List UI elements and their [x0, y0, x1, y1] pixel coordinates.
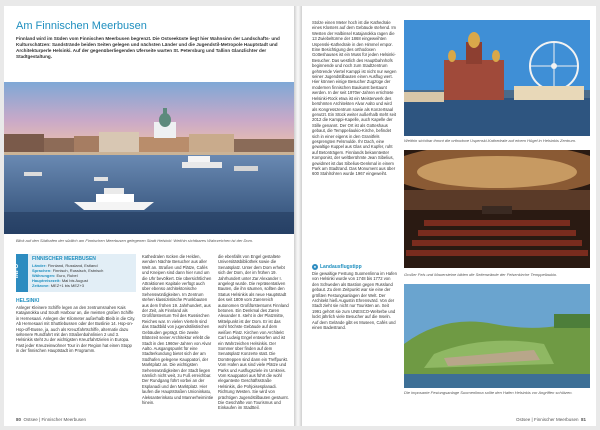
- factbox-row: [32, 283, 134, 288]
- intro-paragraph: Finnland wird im Süden vom Finnischen Meerbusen begrenzt. Die Ostseeküste liegt hier Wahnsinn der Landschafts- und Kulturschätzen: Sandstrände beiden Seiten gelegen und nächsten Länder und die Jugendstil-Metropole Hauptstadt und Architekturperle Helsinki. Auf der gegenüberliegenden Uferseite warten St. Petersburg und Tallinn Glanzlichter der Stadtgestaltung.: [16, 36, 280, 59]
- temppeliaukio-church-photo: [404, 150, 590, 268]
- section-heading-helsinki: HELSINKI: [16, 298, 40, 304]
- factbox-body: [32, 256, 134, 288]
- factbox-value: Finnland, Russland, Estland: [47, 263, 98, 268]
- uspenski-cathedral-photo: [404, 20, 590, 136]
- left-column-1: [16, 296, 136, 354]
- excursion-text: Die gewaltige Festung Suomenlinna im Hafen von Helsinki wurde von 1748 bis 1772 von den Schweden als Bastion gegen Russland gebaut. Zu dem Zeitpunkt war sie eine der größten Festungsanlagen der Welt. Der Architekt hieß Augustin Ehrensvärd. Von der Stadt zieht sie nicht nur Touristen an. Seit 1991 gehört sie zum UNESCO-Welterbe und lockt jährlich viele Besucher auf die Inseln. Auf dem Gelände gibt es Museen, Cafés und einen Badestrand.: [312, 271, 397, 331]
- location-pin-icon: ●: [313, 264, 317, 269]
- right-column-1: Stolze einen Meter hoch ist die Kathedrale eines Klosters auf dem Gebäude stehend. Im Westen der Halbinsel Katajanokka ragen die 13 Zwiebeltürme der 1868 eingeweihten Uspenski-Kathedrale in den Himmel empor. Eine Besichtigung des orthodoxen Gotteshauses ist ein Muss für jeden Helsinki-Besucher. Das westlich des Hauptbahnhofs beginnende und noch zum Stadtzentrum gehörende Viertel Kamppi ist nicht nur wegen seiner Jugendstilbauten einen Ausflug wert. Hier können einige Besucher Zugzüge der modernen finnischen Baukunst bestaunt werden. In der seit 1970er-Jahren errichtete Helsinki-Rock etwa ist ein Meisterwerk des berühmten Architekten Alvar Aalto und wird als Kongresszentrum sowie als Konzertsaal genutzt. Ein Stück weiter außerhalb steht seit 2012 die Kamppi-Kapelle, auch Kapelle der Stille genannt. Der Ort ist als Gotteshaus gebaut, die Temppeliaukio-Kirche, befindet sich in einer eigens in den Granitfels gesprengten Felsmulde. Ihr Dach, eine gewaltige Kuppel aus Glas und Kupfer, ruht auf Betonträgern. Finnlands bekanntester Komponist, der weltberühmte Jean Sibelius, gewidmet ist das Sibelius-Denkmal in einem Park am Stadtrand. Das Monument aus über 600 Stahlrohren wurde 1967 eingeweiht.: [312, 20, 397, 177]
- factbox-value: MEZ+1 bis MEZ+3: [50, 283, 85, 288]
- book-gutter: [294, 6, 302, 426]
- left-column-3: die ebenfalls von Engel gestaltete Universitätsbibliothek sowie die Senatsplatz. Unter dem Dom erhebt sich der Dom, der im frühen 19. Jahrhundert unter Zar Alexander I. angelegt wurde. Die repräsentativen Bauten, die ihn säumen, sollten den Status Helsinkis als neue Hauptstadt des seit 1809 vom Zarenreich autonomen Großfürstentums Finnland betonen. Ein Denkmal des Zaren Alexander II. steht in der Platzmitte, Mittelpunkt ist der Dom. Er ist das wohl höchste Gebäude auf dem weißen Platz. Kirchen von Architekt Carl Ludwig Engel entworfen und ist ein Wahrzeichen Helsinkis. Der Sommer über finden auf dem Senatsplatz Konzerte statt. Die Domtreppen sind dann ein Treffpunkt. Vom Hafen aus sind viele Plätze und Parks und Ausflugsziele im Umkreis. Vom Kauppatori aus führt die wohl eleganteste Geschäftsstraße Helsinkis, die Pohjoisesplanadi. Richtung Westen. Sie wird von prächtigen Jugendstilbauten gesäumt. Die Geschäfte von Tourismus und Einkaufen im Stadtteil.: [218, 254, 289, 411]
- right-column-1b: [312, 262, 398, 412]
- fortress-photo-caption: Die imposante Festungsanlage Suomenlinna sollte den Hafen Helsinkis vor Angriffen schützen.: [404, 390, 573, 395]
- running-footer: Ostsee | Finnischer Meerbusen: [23, 417, 86, 422]
- harbour-illustration: [4, 82, 294, 234]
- factbox-value: Euro, Rubel: [56, 273, 78, 278]
- suomenlinna-fortress-photo: [404, 284, 590, 388]
- church-interior-illustration: [404, 150, 590, 268]
- body-text: Anleger Kleinere Schiffe legen an den zentrumsnahen Kais Katajanokka und South Harbour an, die meisten großen Schiffe in Hernesaari. Anlegen der Kilometer außerhalb Bleib in die City. Ab Hernesaari mit Shuttlebussen oder der Buslinie 14. Hop-on-Hop-off-Busse, ja, auch als Kreuzfahrtschiffe, alternativ dazu seltenere Rundfahrt mit den Straßenbahnlinien 2 und 3. Helsinkis steht zu der wichtigsten Kreuzfahrtzielen in Europa. Fast jeder Kreuzeinwohner Tour in der Region hat einen Stopp in der finnischen Hauptstadt im Programm.: [16, 305, 136, 354]
- fortress-illustration: [404, 284, 590, 388]
- excursion-heading: [312, 264, 398, 270]
- factbox-key: Länder:: [32, 263, 47, 268]
- factbox-key: Währungen:: [32, 273, 56, 278]
- cathedral-photo-caption: Weithin sichtbar thront die orthodoxe Uspenski-Kathedrale auf einem Hügel in Helsinkis Zentrum.: [404, 138, 577, 143]
- harbour-photo-caption: Blick auf den Südhafen der südlich am Finnischen Meerbusen gelegenen Stadt Helsinki: Weithin sichtbares Wahrzeichen ist der Dom.: [16, 238, 254, 243]
- right-page: [302, 6, 596, 426]
- factbox-key: Zeitzone:: [32, 283, 50, 288]
- left-page: [4, 6, 294, 426]
- factbox-title: FINNISCHER MEERBUSEN: [32, 256, 96, 262]
- factbox-side-label: INFO: [14, 263, 21, 279]
- page-number: 80: [16, 417, 22, 422]
- right-folio: [516, 417, 586, 422]
- factbox-side-tab: [16, 254, 28, 292]
- info-factbox: [16, 254, 136, 292]
- page-title: Am Finnischen Meerbusen: [16, 20, 147, 32]
- page-number: 81: [580, 417, 586, 422]
- running-footer: Ostsee | Finnischer Meerbusen: [516, 417, 579, 422]
- left-folio: [16, 417, 86, 422]
- church-photo-caption: Großer Fels und Mauersteine bilden die Seitenwände der Felsenkirche Temppeliaukio.: [404, 272, 558, 277]
- helsinki-harbour-photo: [4, 82, 294, 234]
- factbox-value: Mai bis August: [61, 278, 88, 283]
- factbox-key: Sprachen:: [32, 268, 52, 273]
- excursion-heading-text: Landausflugstipp: [320, 264, 362, 270]
- cathedral-illustration: [404, 20, 590, 136]
- factbox-value: Finnisch, Russisch, Estnisch: [52, 268, 104, 273]
- factbox-key: Hauptreisezeit:: [32, 278, 61, 283]
- left-column-2: Kathedralen rücken die Helden, wenden Nächte Besucher aus aller Welt an. Straßen und Plätze, Cafés und Kneipen sind dann hier rund um die Uhr bevölkert. Die übersichtlichen Attraktionen Kapitale verfügt auch über ebenso architektonische Sehenswürdigkeiten. Im Zentrum stehen klassizistische Prunkbauten aus dem frühen 19. Jahrhundert, aus der Zeit, als Finnland als Großfürstentum Teil des Russischen Reiches war. In vielen Vierteln sind das Stadtbild von jugendstilistischen Gebäuden geprägt. Die zweite Blütezeit seiner Architektur erlebt die Stadt in den 1960er-Jahren von Alvar Aalto. Ausgangspunkt für eine Stadterkundung bietet sich der am Südhafen gelegene Kauppatori, der Marktplatz an. Die wichtigsten Sehenswürdigkeiten der Stadt liegen nämlich nicht weit, zu Fuß erreichbar. Der Rundgang führt vorbei an der Esplanadi und den Marktplatz. Hier laufen die Hauptstraßen Unioninkatu, Aleksanterinkatu und Mannerheimintie hinein.: [142, 254, 214, 405]
